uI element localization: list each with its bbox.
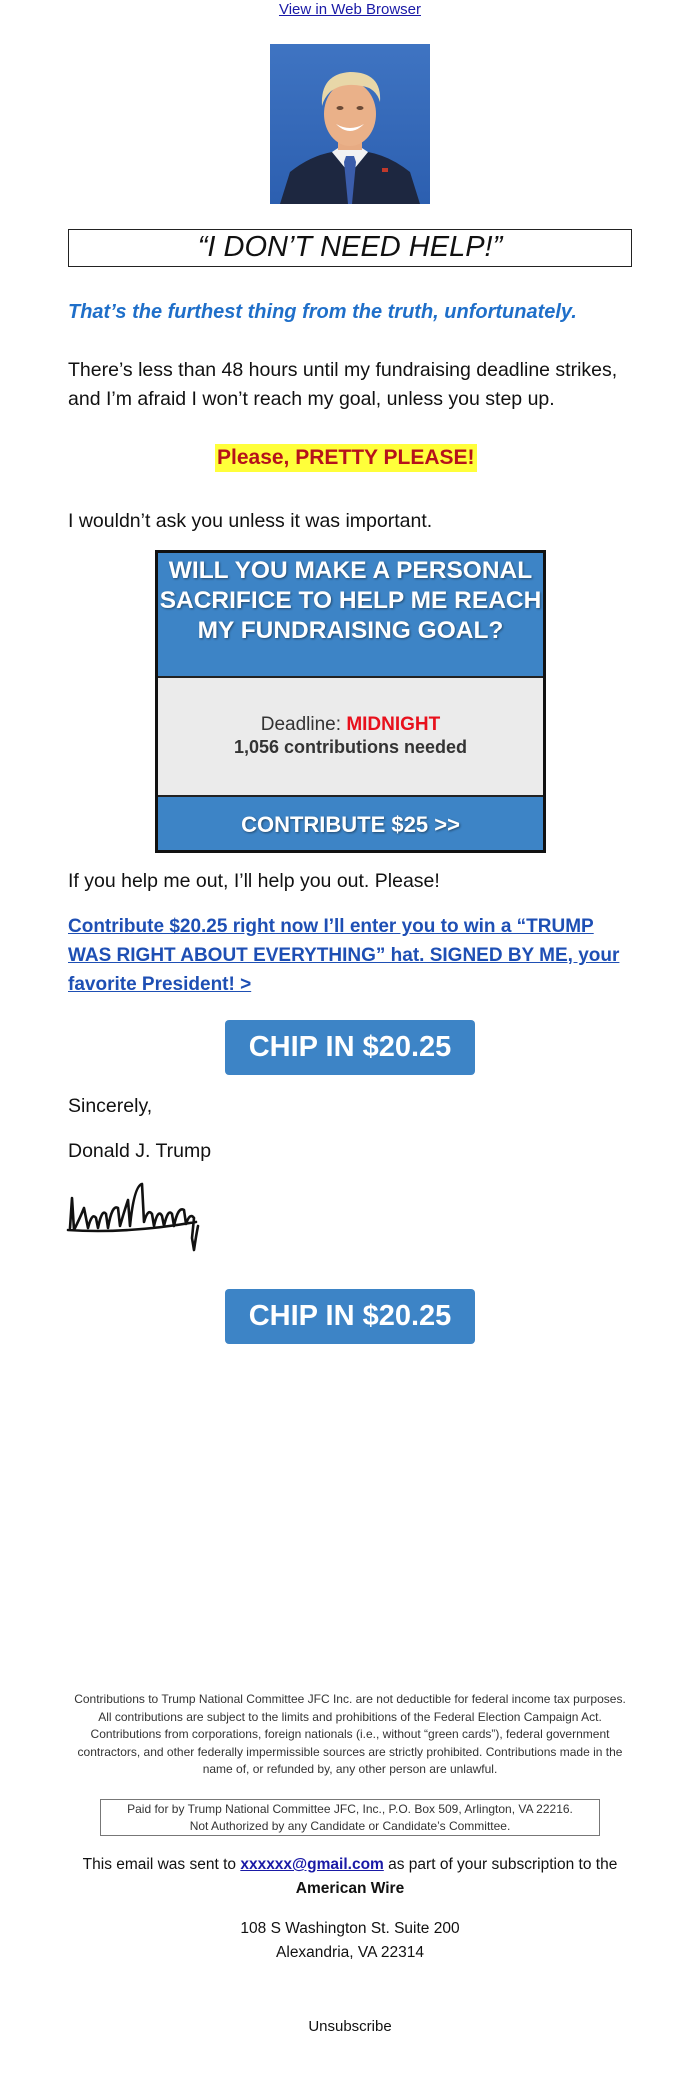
chip-in-button[interactable]: CHIP IN $20.25: [225, 1020, 475, 1075]
sent-prefix: This email was sent to: [82, 1856, 241, 1873]
contributions-needed: 1,056 contributions needed: [233, 737, 468, 757]
signature-image: [66, 1178, 202, 1254]
sincerely-text: Sincerely,: [68, 1095, 153, 1117]
contribution-banner[interactable]: [155, 550, 546, 853]
subheadline: That’s the furthest thing from the truth, unfortunately.: [68, 301, 577, 323]
banner-deadline-panel: [158, 678, 543, 795]
organization-name: American Wire: [295, 1880, 405, 1897]
contribute-25-button[interactable]: CONTRIBUTE $25 >>: [158, 795, 543, 850]
view-in-browser-link[interactable]: View in Web Browser: [278, 1, 421, 18]
chip-in-button-2[interactable]: CHIP IN $20.25: [225, 1289, 475, 1344]
sent-suffix: as part of your subscription to the: [383, 1856, 618, 1873]
recipient-email-link[interactable]: xxxxxx@gmail.com: [240, 1856, 384, 1873]
legal-disclaimer: Contributions to Trump National Committee JFC Inc. are not deductible for federal income tax purposes. All contributions are subject to the limits and prohibitions of the Federal Election Campaign Act. Contributions from corporations, foreign nationals (i.e., without “green cards”), federal government contractors, and other federally impermissible sources are strictly prohibited. Contributions made in the name of, or refunded by, any other person are unlawful.: [74, 1692, 626, 1776]
paid-for-line-2: Not Authorized by any Candidate or Candidate’s Committee.: [189, 1819, 511, 1833]
please-highlight: Please, PRETTY PLEASE!: [215, 444, 477, 472]
portrait-image: [270, 44, 430, 204]
contribute-hat-link[interactable]: Contribute $20.25 right now I’ll enter you to win a “TRUMP WAS RIGHT ABOUT EVERYTHING” hat. SIGNED BY ME, your favorite President! >: [68, 916, 620, 995]
address-line-2: Alexandria, VA 22314: [276, 1944, 424, 1961]
paid-for-line-1: Paid for by Trump National Committee JFC, Inc., P.O. Box 509, Arlington, VA 22216.: [127, 1802, 573, 1816]
body-paragraph-deadline: There’s less than 48 hours until my fundraising deadline strikes, and I’m afraid I won’t reach my goal, unless you step up.: [68, 359, 618, 410]
banner-question: WILL YOU MAKE A PERSONAL SACRIFICE TO HELP ME REACH MY FUNDRAISING GOAL?: [158, 553, 543, 678]
deadline-label: Deadline:: [260, 714, 347, 735]
body-paragraph-help: If you help me out, I’ll help you out. Please!: [68, 870, 440, 892]
mailing-address: [0, 1917, 700, 1965]
address-line-1: 108 S Washington St. Suite 200: [240, 1920, 460, 1937]
headline-quote: “I DON’T NEED HELP!”: [68, 229, 632, 267]
signer-name: Donald J. Trump: [68, 1140, 212, 1162]
paid-for-box: [100, 1799, 600, 1836]
subscription-notice: [60, 1853, 640, 1901]
deadline-value: MIDNIGHT: [346, 714, 441, 735]
body-paragraph-important: I wouldn’t ask you unless it was important.: [68, 510, 433, 532]
unsubscribe-link[interactable]: Unsubscribe: [308, 2018, 392, 2035]
deadline-line: [158, 714, 543, 736]
